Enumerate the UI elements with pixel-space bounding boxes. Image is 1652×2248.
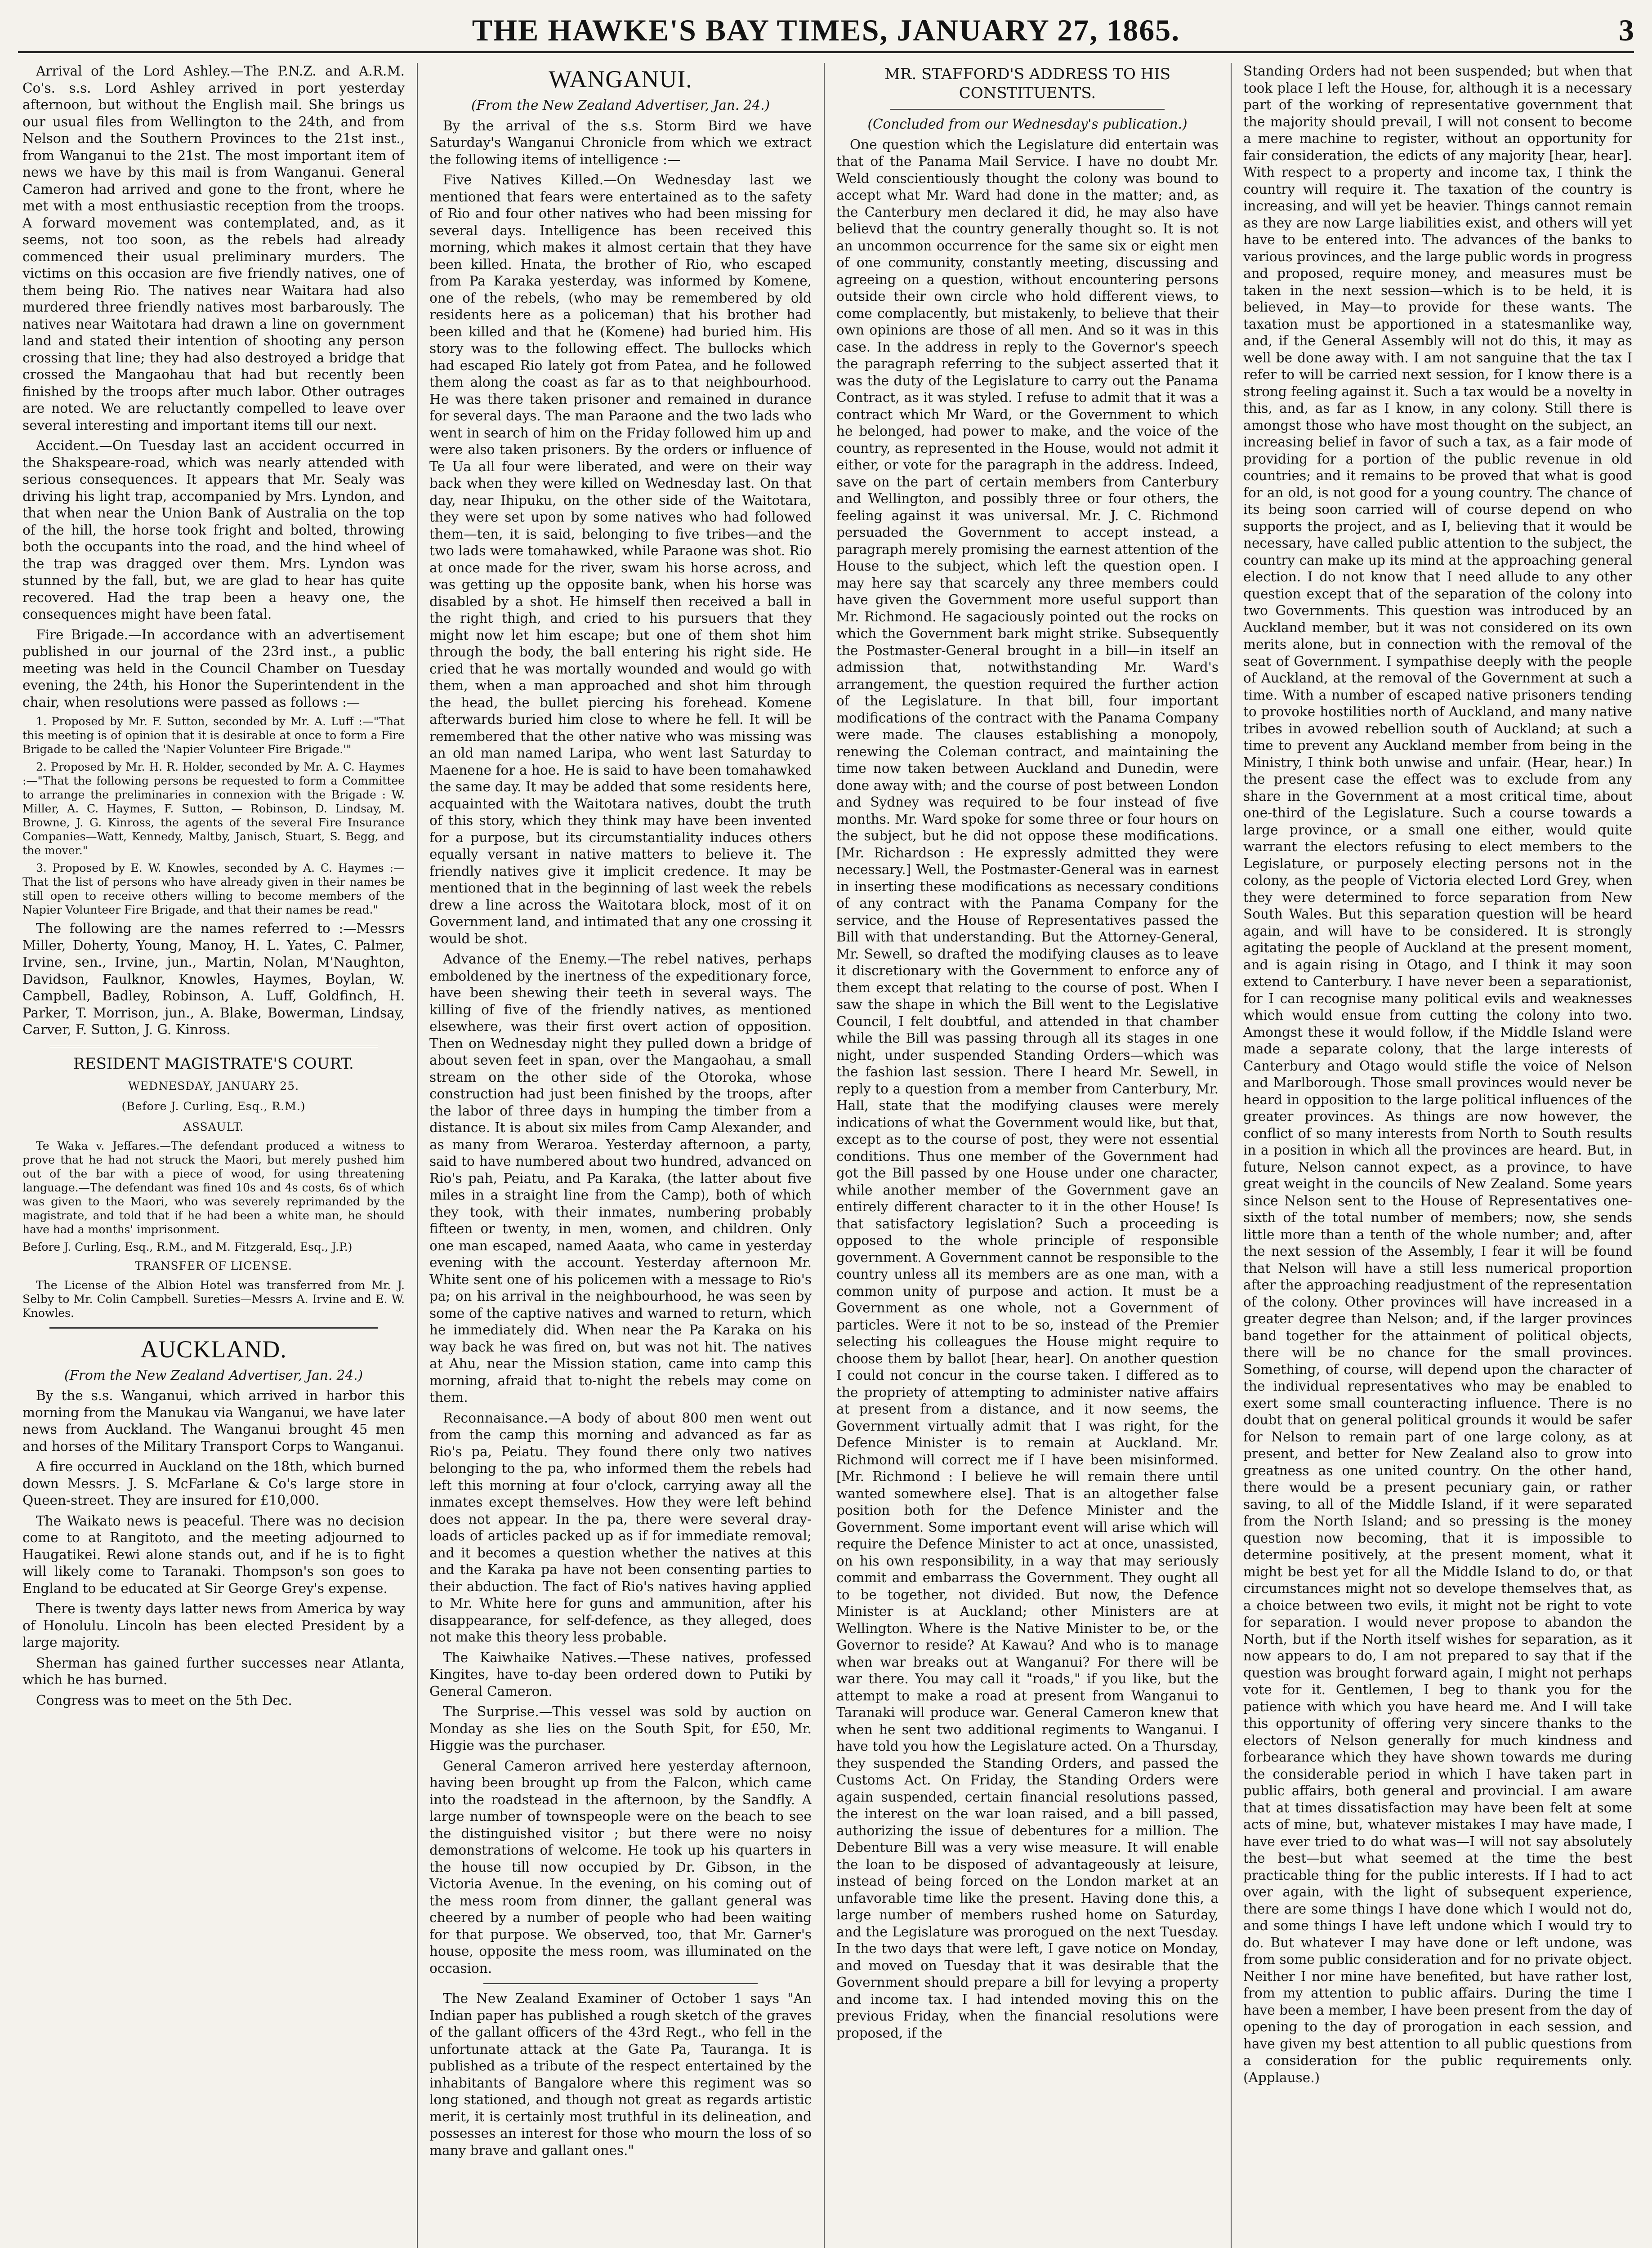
page-number: 3 — [1619, 13, 1634, 47]
divider — [49, 1046, 378, 1047]
article-arrival: Arrival of the Lord Ashley.—The P.N.Z. and A.R.M. Co's. s.s. Lord Ashley arrived in port yesterday afternoon, but without the English mail. She brings us our usual files from Wellington to the 24th, and from Nelson and the Southern Provinces to the 21st inst., from Wanganui to the 21st. The most important item of news we have by this mail is from Wanganui. General Cameron had arrived and gone to the front, where he met with a most enthusiastic reception from the troops. A forward movement was contemplated, and, as it seems, not too soon, as the rebels had already commenced their usual preliminary murders. The victims on this occasion are five friendly natives, one of them being Rio. The natives near Waitara had also murdered three friendly natives most barbarously. The natives near Waitotara had drawn a line on government land and stated their intention of shooting any person crossing that line; they had also destroyed a bridge that crossed the Mangaohau that had but recently been finished by the troops after much labor. Other outrages are noted. We are reluctantly compelled to leave over several interesting and important items till our next. — [22, 63, 405, 433]
court-case-2: The License of the Albion Hotel was transferred from Mr. J. Selby to Mr. Colin Campbell. Sureties—Messrs A. Irvine and E. W. Knowles. — [22, 1278, 405, 1320]
auckland-para-1: By the s.s. Wanganui, which arrived in harbor this morning from the Manukau via Wanganui, we have later news from Auckland. The Wanganui brought 45 men and horses of the Military Transport Corps to Wanganui. — [22, 1388, 405, 1454]
brigade-names: The following are the names referred to :—Messrs Miller, Doherty, Young, Manoy, H. L. Yates, C. Palmer, Irvine, sen., Irvine, jun., Martin, Nolan, M'Naughton, Davidson, Faulknor, Knowles, Haymes, Boylan, W. Campbell, Badley, Robinson, A. Luff, Goldfinch, H. Parker, T. Morrison, jun., A. Blake, Bowerman, Lindsay, Carver, F. Sutton, J. G. Kinross. — [22, 921, 405, 1037]
article-surprise: The Surprise.—This vessel was sold by auction on Monday as she lies on the South Spit, for £50, Mr. Higgie was the purchaser. — [429, 1704, 812, 1753]
divider — [483, 1983, 758, 1984]
article-kaiwhaike-natives: The Kaiwhaike Natives.—These natives, professed Kingites, have to-day been ordered down to Putiki by General Cameron. — [429, 1650, 812, 1699]
court-before-2: Before J. Curling, Esq., R.M., and M. Fitzgerald, Esq., J.P.) — [22, 1240, 353, 1253]
stafford-address-part-2: Standing Orders had not been suspended; but when that took place I left the House, for, although it is a necessary part of the working of representative government that the majority should prevail, I will not consent to become a mere machine to register, without an opportunity for fair consideration, the edicts of any majority [hear, hear]. With respect to a property and income tax, I think the country will require it. The taxation of the country is increasing, and will yet be heavier. Things cannot remain as they are now Large liabilities exist, and others will yet have to be entered into. The advances of the banks to various provinces, and the large public words in progress and proposed, require money, and measures must be taken in the next session—which is to be held, it is believed, in May—to provide for these wants. The taxation must be apportioned in a statesmanlike way, and, if the General Assembly will not do this, it may as well be done away with. I am not sanguine that the tax I refer to will be carried next session, for I know there is a strong feeling against it. Such a tax would be a novelty in this, and, as far as I know, in any colony. Still there is amongst those who have most thought on the subject, an increasing belief in favor of such a tax, as a fair mode of providing for a portion of the public revenue in old countries; and it remains to be proved that what is good for an old, is not good for a young country. The chance of its being soon carried will of course depend on who supports the project, and as I, believing that it would be necessary, have called public attention to the subject, the country can make up its mind at the approaching general election. I do not know that I need allude to any other question except that of the separation of the colony into two Governments. This question was introduced by an Auckland member, but it was not considered on its own merits alone, but in connection with the removal of the seat of Government. I sympathise deeply with the people of Auckland, at the removal of the Government at such a time. With a number of escaped native prisoners tending to provoke hostilities north of Auckland, and many native tribes in avowed rebellion south of Auckland; at such a time to prevent any Auckland member from being in the Ministry, I think both unwise and unfair. (Hear, hear.) In the present case the effect was to exclude from any share in the Government at a most critical time, about one-third of the Legislature. Such a course towards a large province, or a small one either, would quite warrant the electors refusing to elect members to the Legislature, or purposely electing persons not in the colony, as the people of Victoria elected Lord Grey, when they were determined to force separation from New South Wales. But this separation question will be heard again, and will have to be considered. It is strongly agitating the people of Auckland at the present moment, and is again rising in Otago, and I think it may soon extend to Canterbury. I have never been a separationist, for I can recognise many political evils and weaknesses which would ensue from cutting the colony into two. Amongst these it would follow, if the Middle Island were made a separate colony, that the large interests of Canterbury and Otago would stifle the voice of Nelson and Marlborough. Those small provinces would never be heard in opposition to the large political influences of the greater provinces. As things are now however, the conflict of so many interests from North to South results in a position in which all the provinces are heard. But, in future, Nelson cannot expect, as a province, to have great weight in the councils of New Zealand. Some years since Nelson sent to the House of Representatives one-sixth of the total number of members; now, she sends little more than a tenth of the whole number; and, after the next session of the Assembly, I fear it will be found that Nelson will have a still less numerical proportion after the approaching readjustment of the representation of the colony. Other provinces will have increased in a greater degree than Nelson; and, if the larger provinces band together for the attainment of political objects, there will be no chance for the small provinces. Something, of course, will depend upon the character of the individual representatives who may be enabled to exert some small counteracting influence. There is no doubt that on general political grounds it would be safer for Nelson to remain part of one large colony, as at present, and better for New Zealand also to grow into greatness as one united country. On the other hand, there would be a present pecuniary gain, or rather saving, to all of the Middle Island, if it were separated from the North Island; and so pressing is the money question now becoming, that it is impossible to determine positively, at the present moment, what it might be best yet for all the Middle Island to do, or that circumstances might not so develope themselves that, as a choice between two evils, it might not be right to vote for separation. I would never propose to abandon the North, but if the North itself wishes for separation, as it now appears to do, I am not prepared to say that if the question was brought forward again, I might not perhaps vote for it. Gentlemen, I beg to thank you for the patience with which you have heard me. And I will take this opportunity of offering very sincere thanks to the electors of Nelson generally for much kindness and forbearance which they have shown towards me during the considerable period in which I have taken part in public affairs, both general and provincial. I am aware that at times dissatisfaction may have been felt at some acts of mine, but, whatever mistakes I may have made, I have ever tried to do what was—I will not say absolutely the best—but what seemed at the time the best practicable thing for the public interests. If I had to act over again, with the light of subsequent experience, there are some things I have done which I would not do, and some things I have left undone which I would try to do. But whatever I may have done or left undone, was from some public consideration and for no private object. Neither I nor mine have benefited, but have rather lost, from my attention to public affairs. During the time I have been a member, I have been present from the day of opening to the day of prorogation in each session, and have given my best attention to all public questions from a consideration for the public requirements only. (Applause.) — [1243, 63, 1632, 2085]
court-heading: RESIDENT MAGISTRATE'S COURT. — [73, 1054, 354, 1073]
court-transfer-head: TRANSFER OF LICENSE. — [135, 1259, 292, 1272]
auckland-para-5: Sherman has gained further successes near Atlanta, which he has burned. — [22, 1655, 405, 1687]
resolution-2: 2. Proposed by Mr. H. R. Holder, seconded by Mr. A. C. Haymes :—"That the following persons be requested to form a Committee to arrange the preliminaries in connexion with the Brigade : W. Miller, A. C. Haymes, F. Sutton, — Robinson, D. Lindsay, M. Browne, J. G. Kinross, the agents of the several Fire Insurance Companies—Watt, Kennedy, Maltby, Janisch, Stuart, S. Begg, and the mover." — [22, 760, 405, 857]
divider — [890, 109, 1165, 110]
stafford-subheading: (Concluded from our Wednesday's publication.) — [867, 116, 1188, 132]
auckland-para-6: Congress was to meet on the 5th Dec. — [36, 1692, 292, 1708]
column-1 — [22, 63, 405, 2248]
article-five-natives-killed: Five Natives Killed.—On Wednesday last we mentioned that fears were entertained as to the safety of Rio and four other natives who had been missing for several days. Intelligence has been received this morning, which makes it almost certain that they have been killed. Hnata, the brother of Rio, who escaped from Pa Karaka yesterday, was informed by Komene, one of the rebels, (who may be remembered by old residents here as a policeman) that his brother had been killed and that he (Komene) had buried him. His story was to the following effect. The bullocks which had escaped Rio lately got from Patea, and he followed them along the coast as far as to that neighbourhood. He was there taken prisoner and remained in durance for several days. The man Paraone and the two lads who went in search of him on the Friday followed him up and were also taken prisoners. By the orders or influence of Te Ua all four were liberated, and were on their way back when they were killed on Wednesday last. On that day, near Ihipuku, on the other side of the Waitotara, they were set upon by some natives who had followed them—ten, it is said, belonging to five tribes—and the two lads were tomahawked, while Paraone was shot. Rio at once made for the river, swam his horse across, and was getting up the opposite bank, when his horse was disabled by a shot. He himself then received a ball in the right thigh, and cried to his pursuers that they might now let him escape; but one of them shot him through the body, the ball entering his right side. He cried that he was mortally wounded and would go with them, when a man approached and shot him through the head, the bullet piercing his forehead. Komene afterwards buried him close to where he fell. It will be remembered that the other native who was missing was an old man named Laripa, who went last Saturday to Maenene for a hoe. He is said to have been tomahawked the same day. It may be added that some residents here, acquainted with the Waitotara natives, doubt the truth of this story, which they think may have been invented for a purpose, but its circumstantiality induces others equally versant in native matters to believe it. The friendly natives give it implicit credence. It may be mentioned that in the beginning of last week the rebels drew a line across the Waitotara block, most of it on Government land, and intimated that any one crossing it would be shot. — [429, 172, 812, 946]
court-case-1: Te Waka v. Jeffares.—The defendant produced a witness to prove that he had not struck the Maori, but merely pushed him out of the bar with a piece of wood, for using threatening language.—The defendant was fined 10s and 4s costs, 6s of which was given to the Maori, who was severely reprimanded by the magistrate, and told that if he had been a white man, he should have had a months' imprisonment. — [22, 1139, 405, 1236]
resolution-1: 1. Proposed by Mr. F. Sutton, seconded by Mr. A. Luff :—"That this meeting is of opinion that it is desirable at once to form a Fire Brigade to be called the 'Napier Volunteer Fire Brigade.'" — [22, 715, 405, 756]
column-3 — [836, 63, 1219, 2248]
article-fire-brigade: Fire Brigade.—In accordance with an advertisement published in our journal of the 23rd inst., a public meeting was held in the Council Chamber on Tuesday evening, the 24th, his Honor the Superintendent in the chair, when resolutions were passed as follows :— — [22, 627, 405, 710]
court-assault-head: ASSAULT. — [183, 1120, 244, 1133]
article-advance-of-enemy: Advance of the Enemy.—The rebel natives, perhaps emboldened by the inertness of the expeditionary force, have been shewing their teeth in several ways. The killing of five of the friendly natives, as mentioned elsewhere, was their first overt action of opposition. Then on Wednesday night they pulled down a bridge of about seven feet in span, over the Mangaohau, a small stream on the other side of the Otoroka, whose construction had just been finished by the troops, after the labor of three days in humping the timber from a distance. It is about six miles from Camp Alexander, and as many from Weraroa. Yesterday afternoon, a party, said to have numbered about two hundred, advanced on Rio's pah, Peiatu, and Pa Karaka, (the latter about five miles in a straight line from the Camp), both of which they took, with their inmates, numbering probably fifteen or twenty, in men, women, and children. Only one man escaped, named Aaata, who came in yesterday evening with the account. Yesterday afternoon Mr. White sent one of his policemen with a message to Rio's pa; on his arrival in the neighbourhood, he was seen by some of the captive natives and warned to return, which he immediately did. When near the Pa Karaka on his way back he was fired on, but was not hit. The natives at Ahu, near the Mission station, came into camp this morning, afraid that to-night the rebels may come on them. — [429, 951, 812, 1405]
column-4 — [1243, 63, 1632, 2248]
masthead — [18, 8, 1634, 53]
stafford-address-part-1: One question which the Legislature did entertain was that of the Panama Mail Service. I have no doubt Mr. Weld conscientiously thought the colony was bound to accept what Mr. Ward had done in the matter; and, as the Canterbury men declared it did, he may also have believd that the country generally thought so. It is not an uncommon occurrence for the same six or eight men of one community, constantly meeting, discussing and agreeing on a question, without encountering persons outside their own circle who hold different views, to come complacently, but mistakenly, to believe that their own opinions are those of all men. And so it was in this case. In the address in reply to the Governor's speech the paragraph referring to the subject asserted that it was the duty of the Legislature to carry out the Panama Contract, as it was styled. I refuse to admit that it was a contract which Mr Ward, or the Government to which he belonged, had power to make, and the voice of the country, as represented in the House, would not admit it either, or vote for the paragraph in the address. Indeed, save on the part of certain members from Canterbury and Wellington, and possibly three or four others, the feeling against it was universal. Mr. J. C. Richmond persuaded the Government to accept instead, a paragraph merely promising the earnest attention of the House to the subject, which left the question open. I may here say that scarcely any three members could have given the Government more useful support than Mr. Richmond. He sagaciously pointed out the rocks on which the Government bark might strike. Subsequently the Postmaster-General brought in a bill—in itself an admission that, notwithstanding Mr. Ward's arrangement, the question required the further action of the Legislature. In that bill, four important modifications of the contract with the Panama Company were made. The clauses establishing a monopoly, renewing the Coleman contract, and maintaining the time now taken between Auckland and Dunedin, were done away with; and the course of post between London and Sydney was required to be four instead of five months. Mr. Ward spoke for some three or four hours on the subject, but he did not oppose these modifications. [Mr. Richardson : He expressly admitted they were necessary.] Well, the Postmaster-General was in earnest in inserting these modifications as necessary conditions of any contract with the Panama Company for the service, and the House of Representatives passed the Bill with that understanding. But the Attorney-General, Mr. Sewell, so drafted the modifying clauses as to leave it discretionary with the Government to enforce any of them except that relating to the course of post. When I saw the shape in which the Bill went to the Legislative Council, I felt doubtful, and attended in that chamber while the Bill was passing through all its stages in one night, under suspended Standing Orders—which was the fashion last session. There I heard Mr. Sewell, in reply to a question from a member from Canterbury, Mr. Hall, state that the modifying clauses were merely indications of what the Government would like, but that, except as to the course of post, they were not essential conditions. Thus one member of the Government had got the Bill passed by one House under one character, while another member of the Government gave an entirely different character to it in the other House! Is that satisfactory legislation? Such a proceeding is opposed to the whole principle of responsible government. A Government cannot be responsible to the country unless all its members are as one man, with a common unity of purpose and action. It must be a Government as one whole, not a Government of particles. Were it not to be so, instead of the Premier selecting his colleagues the House might require to choose them by ballot [hear, hear]. On another question I could not concur in the course taken. I differed as to the propriety of attempting to administer native affairs at present from a distance, and it now seems, the Government virtually admit that I was right, for the Defence Minister is to remain at Auckland. Mr. Richmond will correct me if I have been misinformed. [Mr. Richmond : I believe he will remain there until wanted somewhere else]. That is an altogether false position both for the Defence Minister and the Government. Some important event will arise which will require the Defence Minister to act at once, unassisted, on his own responsibility, in a way that may seriously commit and embarrass the Government. They ought all to be together, not divided. But now, the Defence Minister is at Auckland; other Ministers are at Wellington. Where is the Native Minister to be, or the Governor to reside? At Kawau? And who is to manage when war breaks out at Wanganui? For there will be war there. You may call it "roads," if you like, but the attempt to make a road at present from Wanganui to Taranaki will produce war. General Cameron knew that when he sent two additional regiments to Wanganui. I have told you how the Legislature acted. On a Thursday, they suspended the Standing Orders, and passed the Customs Act. On Friday, the Standing Orders were again suspended, certain financial resolutions passed, the interest on the war loan raised, and a bill passed, authorizing the issue of debentures for a million. The Debenture Bill was a very wise measure. It will enable the loan to be disposed of advantageously at leisure, instead of being forced on the London market at an unfavorable time like the present. Having done this, a large number of members rushed home on Saturday, and the Legislature was prorogued on the next Tuesday. In the two days that were left, I gave notice on Monday, and moved on Tuesday that it was desirable that the Government should prepare a bill for levying a property and income tax. I had intended moving this on the previous Friday, when the financial resolutions were proposed, if the — [836, 137, 1219, 2041]
divider — [49, 1327, 378, 1329]
auckland-para-4: There is twenty days latter news from America by way of Honolulu. Lincoln has been elected President by a large majority. — [22, 1601, 405, 1650]
column-rule — [1231, 63, 1232, 2248]
auckland-heading: AUCKLAND. — [140, 1335, 287, 1363]
article-examiner: The New Zealand Examiner of October 1 says "An Indian paper has published a rough sketch of the graves of the gallant officers of the 43rd Regt., who fell in the unfortunate attack at the Gate Pa, Tauranga. It is published as a tribute of the respect entertained by the inhabitants of Bangalore where this regiment was so long stationed, and though not great as regards artistic merit, it is certainly most truthful in its delineation, and possesses an interest for those who mourn the loss of so many brave and gallant ones." — [429, 1991, 812, 2158]
stafford-heading: MR. STAFFORD'S ADDRESS TO HIS CONSTITUENTS. — [884, 65, 1171, 102]
court-date: WEDNESDAY, JANUARY 25. — [128, 1079, 299, 1093]
court-before-1: (Before J. Curling, Esq., R.M.) — [121, 1100, 306, 1113]
column-2 — [429, 63, 812, 2248]
article-reconnaisance: Reconnaisance.—A body of about 800 men went out from the camp this morning and advanced as far as Rio's pa, Peiatu. They found there only two natives belonging to the pa, who informed them the rebels had left this morning at four o'clock, carrying away all the inmates except themselves. How they were left behind does not appear. In the pa, there were several dray-loads of articles packed up as if for immediate removal; and it becomes a question whether the natives at this and the Karaka pa have not been consenting parties to their abduction. The fact of Rio's natives having applied to Mr. White here for guns and ammunition, after his disappearance, for self-defence, as they alleged, does not make this theory less probable. — [429, 1410, 812, 1645]
auckland-para-3: The Waikato news is peaceful. There was no decision come to at Rangitoto, and the meeting adjourned to Haugatikei. Rewi alone stands out, and if he is to fight will likely come to Taranaki. Thompson's son goes to England to be educated at Sir George Grey's expense. — [22, 1513, 405, 1596]
masthead-title: THE HAWKE'S BAY TIMES, JANUARY 27, 1865. — [472, 13, 1180, 47]
wanganui-heading: WANGANUI. — [549, 66, 692, 93]
article-general-cameron: General Cameron arrived here yesterday afternoon, having been brought up from the Falcon, which came into the roadstead in the afternoon, by the Sandfly. A large number of townspeople were on the beach to see the distinguished visitor ; but there were no noisy demonstrations of welcome. He took up his quarters in the house till now occupied by Dr. Gibson, in the Victoria Avenue. In the evening, on his coming out of the mess room from dinner, the gallant general was cheered by a number of people who had been waiting for that purpose. We observed, too, that Mr. Garner's house, opposite the mess room, was illuminated on the occasion. — [429, 1758, 812, 1976]
column-rule — [417, 63, 418, 2248]
wanganui-intro: By the arrival of the s.s. Storm Bird we have Saturday's Wanganui Chronicle from which we extract the following items of intelligence :— — [429, 118, 812, 167]
wanganui-source: (From the New Zealand Advertiser, Jan. 24.) — [471, 98, 770, 113]
article-accident: Accident.—On Tuesday last an accident occurred in the Shakspeare-road, which was nearly attended with serious consequences. It appears that Mr. Sealy was driving his light trap, accompanied by Mrs. Lyndon, and that when near the Union Bank of Australia on the top of the hill, the horse took fright and bolted, throwing both the occupants into the road, and the hind wheel of the trap was dragged over them. Mrs. Lyndon was stunned by the fall, but, we are glad to hear has quite recovered. Had the trap been a heavy one, the consequences might have been fatal. — [22, 438, 405, 622]
resolution-3: 3. Proposed by E. W. Knowles, seconded by A. C. Haymes :—That the list of persons who have already given in their names be still open to receive others willing to become members of the Napier Volunteer Fire Brigade, and that their names be read." — [22, 861, 405, 916]
auckland-source: (From the New Zealand Advertiser, Jan. 24.) — [64, 1367, 363, 1383]
column-rule — [824, 63, 825, 2248]
auckland-para-2: A fire occurred in Auckland on the 18th, which burned down Messrs. J. S. McFarlane & Co's large store in Queen-street. They are insured for £10,000. — [22, 1459, 405, 1508]
